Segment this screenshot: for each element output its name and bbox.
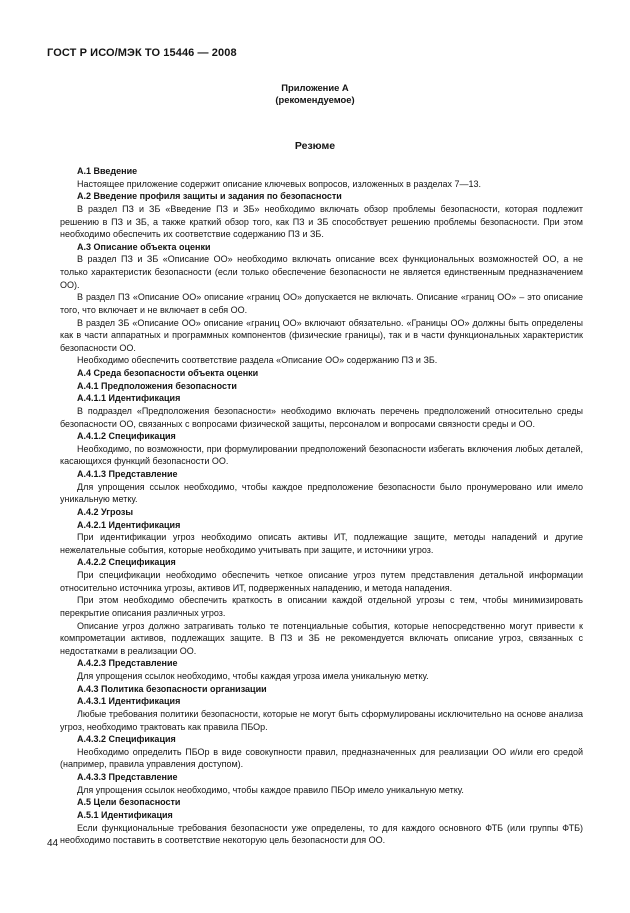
heading-a2: А.2 Введение профиля защиты и задания по безопасности [77, 191, 342, 202]
paragraph: При этом необходимо обеспечить краткость в описании каждой отдельной угрозы с тем, чтобы минимизировать перекрытие описания различных угроз. [60, 595, 583, 618]
paragraph: Описание угроз должно затрагивать только те потенциальные события, которые непосредственно могут привести к компрометации активов, подлежащих защите. В ПЗ и ЗБ не рекомендуется включать описание угроз, связанных с недостатками в реализации ОО. [60, 620, 583, 656]
heading-a1: А.1 Введение [77, 166, 138, 176]
heading-a4-3-3: А.4.3.3 Представление [77, 772, 178, 782]
heading-a4-2-2: А.4.2.2 Спецификация [77, 557, 176, 568]
heading-a4: А.4 Среда безопасности объекта оценки [77, 368, 259, 378]
paragraph: Для упрощения ссылок необходимо, чтобы каждое предположение безопасности было пронумеровано или имело уникальную метку. [60, 481, 583, 505]
heading-a4-1-1: А.4.1.1 Идентификация [77, 393, 181, 404]
section-title: Резюме [294, 140, 336, 152]
paragraph: При спецификации необходимо обеспечить четкое описание угроз путем представления детальной информации относительно источника угрозы, активов ИТ, подверженных нападению, и метода нападения. [60, 570, 583, 593]
paragraph: В раздел ПЗ и ЗБ «Введение ПЗ и ЗБ» необходимо включать обзор проблемы безопасности, которая подлежит решению в ПЗ и ЗБ, а также краткий обзор того, как ПЗ и ЗБ способствует решению проблемы безопасности. При этом необходимо обеспечить их соответствие содержанию ПЗ и ЗБ. [60, 203, 583, 240]
heading-a4-3: А.4.3 Политика безопасности организации [77, 683, 267, 694]
paragraph: Необходимо определить ПБОр в виде совокупности правил, предназначенных для реализации ОО и/или его средой (например, правила управления доступом). [60, 746, 583, 770]
heading-a4-3-1: А.4.3.1 Идентификация [77, 696, 181, 707]
document-body [60, 165, 583, 847]
paragraph: В раздел ПЗ «Описание ОО» описание «границ ОО» допускается не включать. Описание «границ ОО» – это описание того, что включает и не включает в себя ОО. [60, 292, 583, 315]
annex-status: (рекомендуемое) [275, 94, 355, 105]
annex-title: Приложение А [281, 82, 349, 93]
heading-a4-3-2: А.4.3.2 Спецификация [77, 734, 176, 745]
paragraph: Необходимо обеспечить соответствие раздела «Описание ОО» содержанию ПЗ и ЗБ. [77, 355, 438, 366]
heading-a5-1: А.5.1 Идентификация [77, 809, 173, 820]
heading-a4-2-3: А.4.2.3 Представление [77, 658, 178, 669]
paragraph: Если функциональные требования безопасности уже определены, то для каждого основного ФТБ (или группы ФТБ) необходимо поставить в соответствие некоторую цель безопасности для ОО. [60, 822, 583, 846]
heading-a4-1-3: А.4.1.3 Представление [77, 469, 178, 479]
paragraph: Любые требования политики безопасности, которые не могут быть сформулированы исключительно на основе анализа угроз, необходимо трактовать как правила ПБОр. [60, 708, 583, 732]
paragraph: Необходимо, по возможности, при формулировании предположений безопасности избегать включения любых деталей, касающихся функций безопасности ОО. [60, 443, 583, 467]
paragraph: Для упрощения ссылок необходимо, чтобы каждое правило ПБОр имело уникальную метку. [77, 784, 464, 795]
standard-header: ГОСТ Р ИСО/МЭК ТО 15446 — 2008 [47, 47, 237, 59]
heading-a4-1-2: А.4.1.2 Спецификация [77, 431, 176, 442]
paragraph: В раздел ПЗ и ЗБ «Описание ОО» необходимо включать описание всех функциональных возможностей ОО, а не только характеристик безопасности (если только обеспечение безопасности не является единственным предназначением ОО). [60, 254, 583, 290]
paragraph: При идентификации угроз необходимо описать активы ИТ, подлежащие защите, методы нападений и другие нежелательные события, которые необходимо учитывать при защите, и источники угроз. [60, 532, 583, 555]
page-number: 44 [47, 838, 59, 849]
paragraph: В подраздел «Предположения безопасности» необходимо включать перечень предположений относительно среды безопасности ОО, связанных с вопросами физической защиты, персоналом и вопросами связности среды и ОО. [60, 405, 583, 429]
paragraph: В раздел ЗБ «Описание ОО» описание «границ ОО» включают обязательно. «Границы ОО» должны быть определены как в части аппаратных и программных компонентов (физические границы), так и в части функциональных характеристик безопасности ОО. [60, 317, 583, 353]
heading-a3: А.3 Описание объекта оценки [77, 241, 211, 252]
heading-a5: А.5 Цели безопасности [77, 797, 181, 808]
paragraph: Для упрощения ссылок необходимо, чтобы каждая угроза имела уникальную метку. [77, 671, 429, 681]
heading-a4-1: А.4.1 Предположения безопасности [77, 380, 237, 391]
heading-a4-2: А.4.2 Угрозы [77, 506, 134, 517]
paragraph: Настоящее приложение содержит описание ключевых вопросов, изложенных в разделах 7—13. [77, 178, 482, 189]
heading-a4-2-1: А.4.2.1 Идентификация [77, 519, 181, 530]
